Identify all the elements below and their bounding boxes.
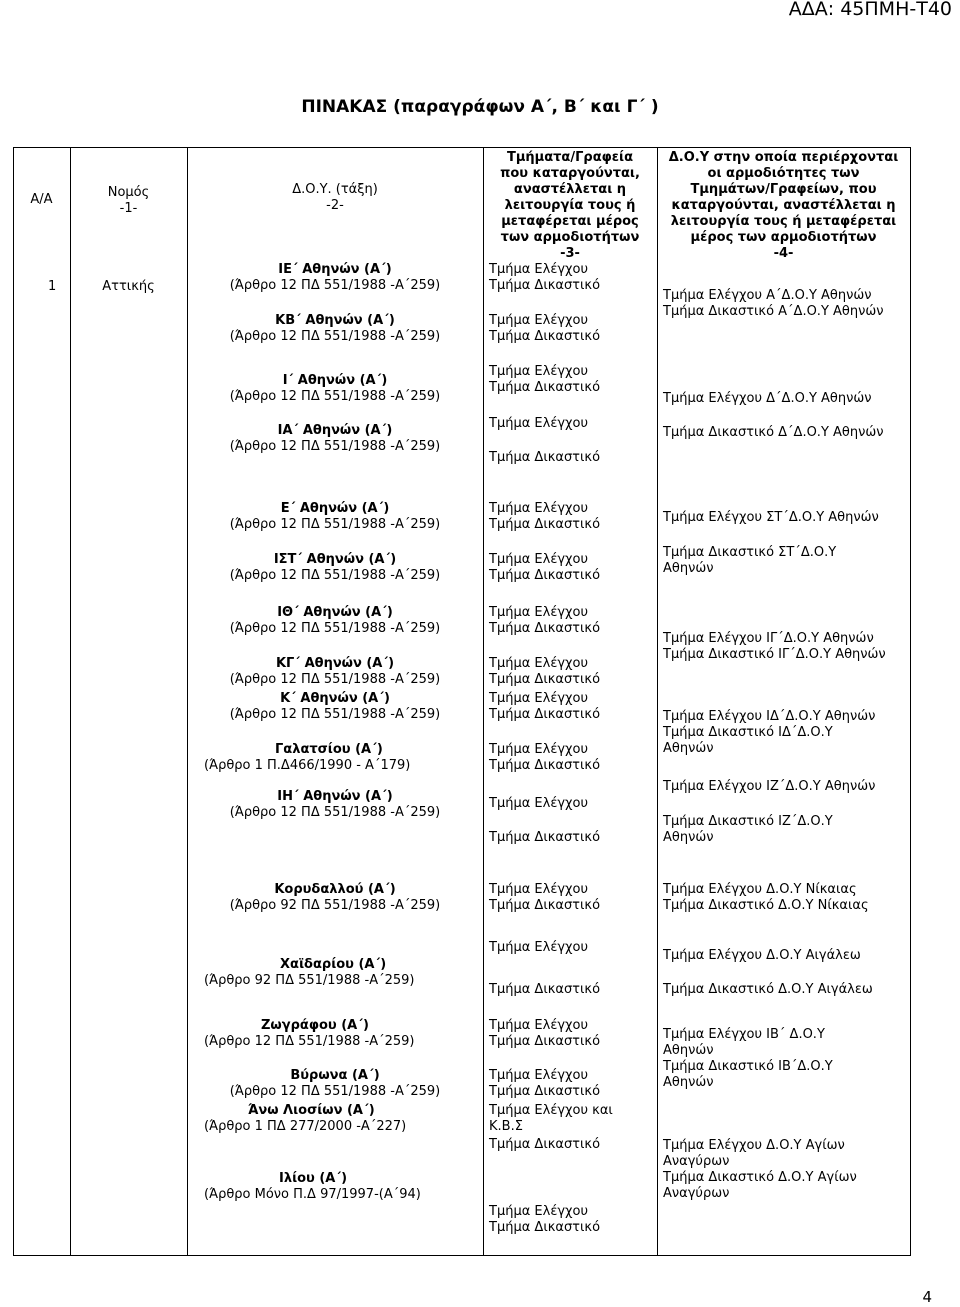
tmima-dikastiko: Τμήμα Δικαστικό	[489, 1220, 601, 1235]
col-header-line: -3-	[560, 246, 580, 261]
target-cell	[663, 545, 836, 577]
tmima-elegxou: Τμήμα Ελέγχου	[489, 882, 589, 897]
target-line: Τμήμα Δικαστικό Δ.Ο.Υ Νίκαιας	[663, 898, 869, 913]
col-header-target-doy	[657, 150, 910, 262]
row-number: 1	[48, 279, 57, 294]
doy-name: ΙΗ΄ Αθηνών (Α΄)	[277, 789, 393, 804]
doy-name: ΙΕ΄ Αθηνών (Α΄)	[278, 262, 392, 277]
target-line: Τμήμα Δικαστικό Α΄Δ.Ο.Υ Αθηνών	[663, 304, 884, 319]
target-line: Τμήμα Δικαστικό ΙΒ΄Δ.Ο.Υ	[663, 1059, 833, 1074]
doy-name: Ιλίου (Α΄)	[279, 1171, 348, 1186]
tmimata-cell	[489, 742, 600, 774]
target-line: Τμήμα Ελέγχου ΙΓ΄Δ.Ο.Υ Αθηνών	[663, 631, 874, 646]
tmima-dikastiko: Τμήμα Δικαστικό	[489, 1084, 601, 1099]
doy-entry	[193, 1018, 414, 1050]
tmima-kbs: Κ.Β.Σ	[489, 1119, 523, 1134]
target-line: Τμήμα Δικαστικό ΣΤ΄Δ.Ο.Υ	[663, 545, 837, 560]
doy-law: (Άρθρο 92 ΠΔ 551/1988 -Α΄259)	[204, 973, 415, 988]
target-cell	[663, 1027, 833, 1091]
col-header-doy-label: Δ.Ο.Υ. (τάξη)	[292, 182, 378, 197]
tmima-elegxou: Τμήμα Ελέγχου	[489, 1204, 589, 1219]
tmima-dikastiko: Τμήμα Δικαστικό	[489, 278, 601, 293]
tmima-elegxou: Τμήμα Ελέγχου	[489, 656, 589, 671]
tmimata-cell	[489, 1068, 600, 1100]
target-line: Τμήμα Δικαστικό Δ΄Δ.Ο.Υ Αθηνών	[663, 425, 884, 440]
table-border-left	[13, 147, 14, 1255]
tmima-elegxou: Τμήμα Ελέγχου	[489, 940, 589, 955]
tmimata-cell	[489, 313, 600, 345]
doy-entry	[187, 605, 483, 637]
doy-name: ΙΣΤ΄ Αθηνών (Α΄)	[273, 552, 397, 567]
doy-law: (Άρθρο 12 ΠΔ 551/1988 -Α΄259)	[229, 389, 441, 404]
tmima-dikastiko: Τμήμα Δικαστικό	[489, 380, 601, 395]
doy-law: (Άρθρο 92 ΠΔ 551/1988 -Α΄259)	[229, 898, 441, 913]
tmima-elegxou: Τμήμα Ελέγχου	[489, 552, 589, 567]
tmima-elegxou: Τμήμα Ελέγχου	[489, 1018, 589, 1033]
doy-law: (Άρθρο 12 ΠΔ 551/1988 -Α΄259)	[229, 278, 441, 293]
target-line: Τμήμα Ελέγχου Δ.Ο.Υ Νίκαιας	[663, 882, 857, 897]
target-line: Αθηνών	[663, 1043, 714, 1058]
doy-entry	[193, 1171, 421, 1203]
doy-law: (Άρθρο 12 ΠΔ 551/1988 -Α΄259)	[229, 329, 441, 344]
doy-entry	[193, 957, 414, 989]
target-cell	[663, 631, 886, 663]
column-divider	[483, 147, 484, 1255]
col-header-doy	[187, 182, 483, 214]
doy-entry	[187, 373, 483, 405]
tmima-elegxou: Τμήμα Ελέγχου	[489, 1068, 589, 1083]
target-line: Τμήμα Ελέγχου Α΄Δ.Ο.Υ Αθηνών	[663, 288, 872, 303]
col-header-line: αναστέλλεται η	[513, 182, 627, 197]
doy-name: Ε΄ Αθηνών (Α΄)	[280, 501, 390, 516]
tmimata-cell	[489, 656, 600, 688]
tmima-dikastiko: Τμήμα Δικαστικό	[489, 329, 601, 344]
column-divider	[657, 147, 658, 1255]
tmimata-cell	[489, 1103, 613, 1135]
target-line: Τμήμα Δικαστικό ΙΓ΄Δ.Ο.Υ Αθηνών	[663, 647, 886, 662]
tmima-dikastiko: Τμήμα Δικαστικό	[489, 450, 601, 465]
col-header-nomos-number: -1-	[119, 201, 138, 216]
target-line: Τμήμα Δικαστικό Δ.Ο.Υ Αγίων	[663, 1170, 857, 1185]
target-line: Τμήμα Ελέγχου Δ.Ο.Υ Αιγάλεω	[663, 948, 861, 963]
tmima-elegxou: Τμήμα Ελέγχου	[489, 364, 589, 379]
nomos-value: Αττικής	[102, 279, 155, 294]
tmimata-cell	[489, 364, 600, 396]
tmimata-cell	[489, 691, 600, 723]
doy-name: Ι΄ Αθηνών (Α΄)	[282, 373, 388, 388]
tmima-dikastiko: Τμήμα Δικαστικό	[489, 982, 601, 997]
doy-entry	[187, 501, 483, 533]
col-header-line: λειτουργία τους ή μεταφέρεται	[670, 214, 897, 229]
doy-entry	[187, 789, 483, 821]
target-line: Τμήμα Ελέγχου ΣΤ΄Δ.Ο.Υ Αθηνών	[663, 510, 879, 525]
doy-name: Βύρωνα (Α΄)	[290, 1068, 380, 1083]
tmima-dikastiko: Τμήμα Δικαστικό	[489, 830, 601, 845]
ada-header: ΑΔΑ: 45ΠΜΗ-Τ40	[788, 0, 952, 20]
page-number: 4	[922, 1288, 932, 1306]
page-title: ΠΙΝΑΚΑΣ (παραγράφων Α΄, Β΄ και Γ΄ )	[301, 97, 659, 117]
doy-entry	[187, 882, 483, 914]
col-header-line: καταργούνται, αναστέλλεται η	[671, 198, 896, 213]
tmima-dikastiko: Τμήμα Δικαστικό	[489, 758, 601, 773]
doy-entry	[187, 691, 483, 723]
target-line: Τμήμα Δικαστικό ΙΔ΄Δ.Ο.Υ	[663, 725, 833, 740]
target-line: Τμήμα Ελέγχου Δ.Ο.Υ Αγίων	[663, 1138, 845, 1153]
doy-law: (Άρθρο 12 ΠΔ 551/1988 -Α΄259)	[229, 707, 441, 722]
tmimata-cell	[489, 552, 600, 584]
column-divider	[70, 147, 71, 1255]
tmima-dikastiko: Τμήμα Δικαστικό	[489, 1137, 601, 1152]
col-header-line: Δ.Ο.Υ στην οποία περιέρχονται	[668, 150, 899, 165]
tmima-dikastiko: Τμήμα Δικαστικό	[489, 707, 601, 722]
target-line: Αθηνών	[663, 1075, 714, 1090]
target-line: Τμήμα Δικαστικό ΙΖ΄Δ.Ο.Υ	[663, 814, 833, 829]
tmima-dikastiko: Τμήμα Δικαστικό	[489, 621, 601, 636]
doy-law: (Άρθρο 12 ΠΔ 551/1988 -Α΄259)	[204, 1034, 415, 1049]
doy-entry	[187, 262, 483, 294]
doy-law: (Άρθρο 1 Π.Δ466/1990 - Α΄179)	[204, 758, 411, 773]
doy-entry	[187, 313, 483, 345]
doy-entry	[187, 656, 483, 688]
tmimata-cell	[489, 262, 600, 294]
doy-law: (Άρθρο 12 ΠΔ 551/1988 -Α΄259)	[229, 568, 441, 583]
doy-name: ΙΘ΄ Αθηνών (Α΄)	[277, 605, 393, 620]
target-line: Αναγύρων	[663, 1186, 730, 1201]
col-header-doy-number: -2-	[326, 198, 344, 213]
tmima-dikastiko: Τμήμα Δικαστικό	[489, 898, 601, 913]
tmima-elegxou: Τμήμα Ελέγχου	[489, 313, 589, 328]
col-header-line: μεταφέρεται μέρος	[501, 214, 639, 229]
table-top-border	[13, 147, 911, 148]
doy-name: ΚΒ΄ Αθηνών (Α΄)	[275, 313, 395, 328]
tmima-dikastiko: Τμήμα Δικαστικό	[489, 517, 601, 532]
target-cell	[663, 814, 833, 846]
target-line: Τμήμα Ελέγχου ΙΔ΄Δ.Ο.Υ Αθηνών	[663, 709, 876, 724]
table-bottom-border	[13, 1255, 911, 1256]
target-line: Τμήμα Ελέγχου ΙΖ΄Δ.Ο.Υ Αθηνών	[663, 779, 876, 794]
doy-name: ΚΓ΄ Αθηνών (Α΄)	[275, 656, 395, 671]
doy-name: ΙΑ΄ Αθηνών (Α΄)	[277, 423, 393, 438]
col-header-nomos-label: Νομός	[107, 185, 150, 200]
doy-law: (Άρθρο 12 ΠΔ 551/1988 -Α΄259)	[229, 805, 441, 820]
col-header-tmimata	[483, 150, 657, 262]
doy-entry	[193, 1103, 406, 1135]
doy-name: Κορυδαλλού (Α΄)	[274, 882, 396, 897]
tmima-elegxou: Τμήμα Ελέγχου	[489, 416, 589, 431]
doy-name: Χαϊδαρίου (Α΄)	[280, 957, 387, 972]
tmima-dikastiko: Τμήμα Δικαστικό	[489, 1034, 601, 1049]
col-header-line: Τμημάτων/Γραφείων, που	[690, 182, 877, 197]
tmimata-cell	[489, 501, 600, 533]
tmima-elegxou: Τμήμα Ελέγχου	[489, 605, 589, 620]
tmima-dikastiko: Τμήμα Δικαστικό	[489, 568, 601, 583]
tmimata-cell	[489, 605, 600, 637]
target-cell	[663, 288, 884, 320]
doy-law: (Άρθρο Μόνο Π.Δ 97/1997-(Α΄94)	[204, 1187, 421, 1202]
tmima-elegxou-kai: Τμήμα Ελέγχου και	[489, 1103, 613, 1118]
tmimata-cell	[489, 1204, 600, 1236]
target-line: Τμήμα Ελέγχου Δ΄Δ.Ο.Υ Αθηνών	[663, 391, 872, 406]
tmimata-cell	[489, 882, 600, 914]
target-cell	[663, 709, 875, 757]
target-line: Τμήμα Ελέγχου ΙΒ΄ Δ.Ο.Υ	[663, 1027, 825, 1042]
col-header-aa: Α/Α	[30, 192, 53, 207]
doy-entry	[187, 1068, 483, 1100]
doy-name: Κ΄ Αθηνών (Α΄)	[280, 691, 390, 706]
doy-law: (Άρθρο 12 ΠΔ 551/1988 -Α΄259)	[229, 621, 441, 636]
col-header-line: λειτουργία τους ή	[504, 198, 636, 213]
tmimata-cell	[489, 1018, 600, 1050]
col-header-line: οι αρμοδιότητες των	[707, 166, 860, 181]
tmima-elegxou: Τμήμα Ελέγχου	[489, 501, 589, 516]
tmima-elegxou: Τμήμα Ελέγχου	[489, 691, 589, 706]
tmima-dikastiko: Τμήμα Δικαστικό	[489, 672, 601, 687]
col-header-line: -4-	[773, 246, 794, 261]
table-border-right	[910, 147, 911, 1255]
doy-law: (Άρθρο 1 ΠΔ 277/2000 -Α΄227)	[204, 1119, 407, 1134]
target-cell	[663, 1138, 857, 1202]
doy-entry	[193, 742, 410, 774]
col-header-nomos	[70, 185, 187, 217]
tmima-elegxou: Τμήμα Ελέγχου	[489, 796, 589, 811]
tmima-elegxou: Τμήμα Ελέγχου	[489, 742, 589, 757]
doy-name: Άνω Λιοσίων (Α΄)	[248, 1103, 375, 1118]
target-line: Τμήμα Δικαστικό Δ.Ο.Υ Αιγάλεω	[663, 982, 873, 997]
col-header-line: μέρος των αρμοδιοτήτων	[690, 230, 877, 245]
doy-entry	[187, 552, 483, 584]
tmima-elegxou: Τμήμα Ελέγχου	[489, 262, 589, 277]
doy-name: Ζωγράφου (Α΄)	[261, 1018, 369, 1033]
col-header-line: που καταργούνται,	[500, 166, 640, 181]
doy-entry	[187, 423, 483, 455]
doy-law: (Άρθρο 12 ΠΔ 551/1988 -Α΄259)	[229, 439, 441, 454]
target-line: Αθηνών	[663, 741, 714, 756]
target-line: Αθηνών	[663, 561, 714, 576]
doy-law: (Άρθρο 12 ΠΔ 551/1988 -Α΄259)	[229, 672, 441, 687]
target-line: Αθηνών	[663, 830, 714, 845]
doy-law: (Άρθρο 12 ΠΔ 551/1988 -Α΄259)	[229, 1084, 441, 1099]
col-header-line: των αρμοδιοτήτων	[500, 230, 640, 245]
doy-law: (Άρθρο 12 ΠΔ 551/1988 -Α΄259)	[229, 517, 441, 532]
target-line: Αναγύρων	[663, 1154, 730, 1169]
col-header-line: Τμήματα/Γραφεία	[506, 150, 634, 165]
doy-name: Γαλατσίου (Α΄)	[275, 742, 383, 757]
target-cell	[663, 882, 869, 914]
